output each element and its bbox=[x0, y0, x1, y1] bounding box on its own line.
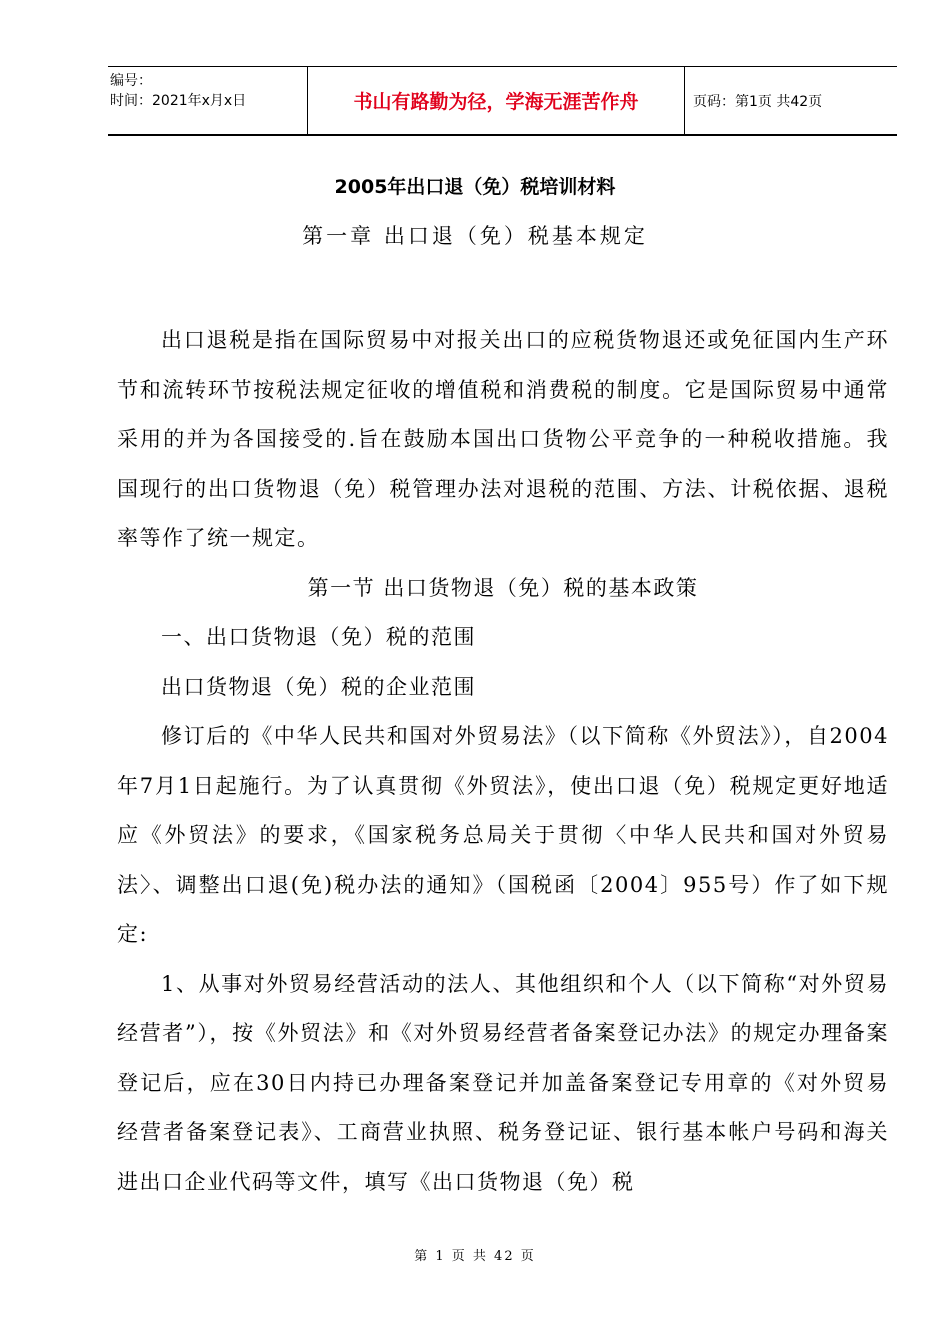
chapter-heading: 第一章 出口退（免）税基本规定 bbox=[302, 224, 648, 248]
document-title: 2005年出口退（免）税培训材料 bbox=[334, 176, 616, 198]
header-motto: 书山有路勤为径，学海无涯苦作舟 bbox=[308, 67, 685, 134]
paragraph-item-1: 1、从事对外贸易经营活动的法人、其他组织和个人（以下简称“对外贸易经营者”），按《外贸法》和《对外贸易经营者备案登记办法》的规定办理备案登记后，应在30日内持已办理备案登记并加盖备案登记专用章的《对外贸易经营者备案登记表》、工商营业执照、税务登记证、银行基本帐户号码和海关进出口企业代码等文件，填写《出口货物退（免）税 bbox=[117, 971, 889, 1194]
subheading-enterprise-scope: 出口货物退（免）税的企业范围 bbox=[161, 674, 476, 699]
subheading-scope: 一、出口货物退（免）税的范围 bbox=[161, 625, 476, 649]
header-page-info: 页码：第1页 共42页 bbox=[693, 93, 823, 110]
serial-number-label: 编号： bbox=[110, 73, 152, 89]
paragraph-trade-law: 修订后的《中华人民共和国对外贸易法》（以下简称《外贸法》），自2004年7月1日起施行。为了认真贯彻《外贸法》，使出口退（免）税规定更好地适应《外贸法》的要求，《国家税务总局关于贯彻〈中华人民共和国对外贸易法〉、调整出口退(免)税办法的通知》（国税函〔2004〕955号）作了如下规定: bbox=[117, 724, 889, 946]
document-body bbox=[117, 316, 889, 1207]
time-label: 时间：2021年x月x日 bbox=[110, 93, 247, 109]
header-meta bbox=[108, 67, 308, 134]
section-heading: 第一节 出口货物退（免）税的基本政策 bbox=[307, 575, 699, 600]
page-header bbox=[108, 66, 897, 136]
paragraph-intro: 出口退税是指在国际贸易中对报关出口的应税货物退还或免征国内生产环节和流转环节按税法规定征收的增值税和消费税的制度。它是国际贸易中通常采用的并为各国接受的.旨在鼓励本国出口货物公平竞争的一种税收措施。我国现行的出口货物退（免）税管理办法对退税的范围、方法、计税依据、退税率等作了统一规定。 bbox=[117, 328, 889, 550]
page-footer: 第 1 页 共 42 页 bbox=[414, 1249, 536, 1264]
